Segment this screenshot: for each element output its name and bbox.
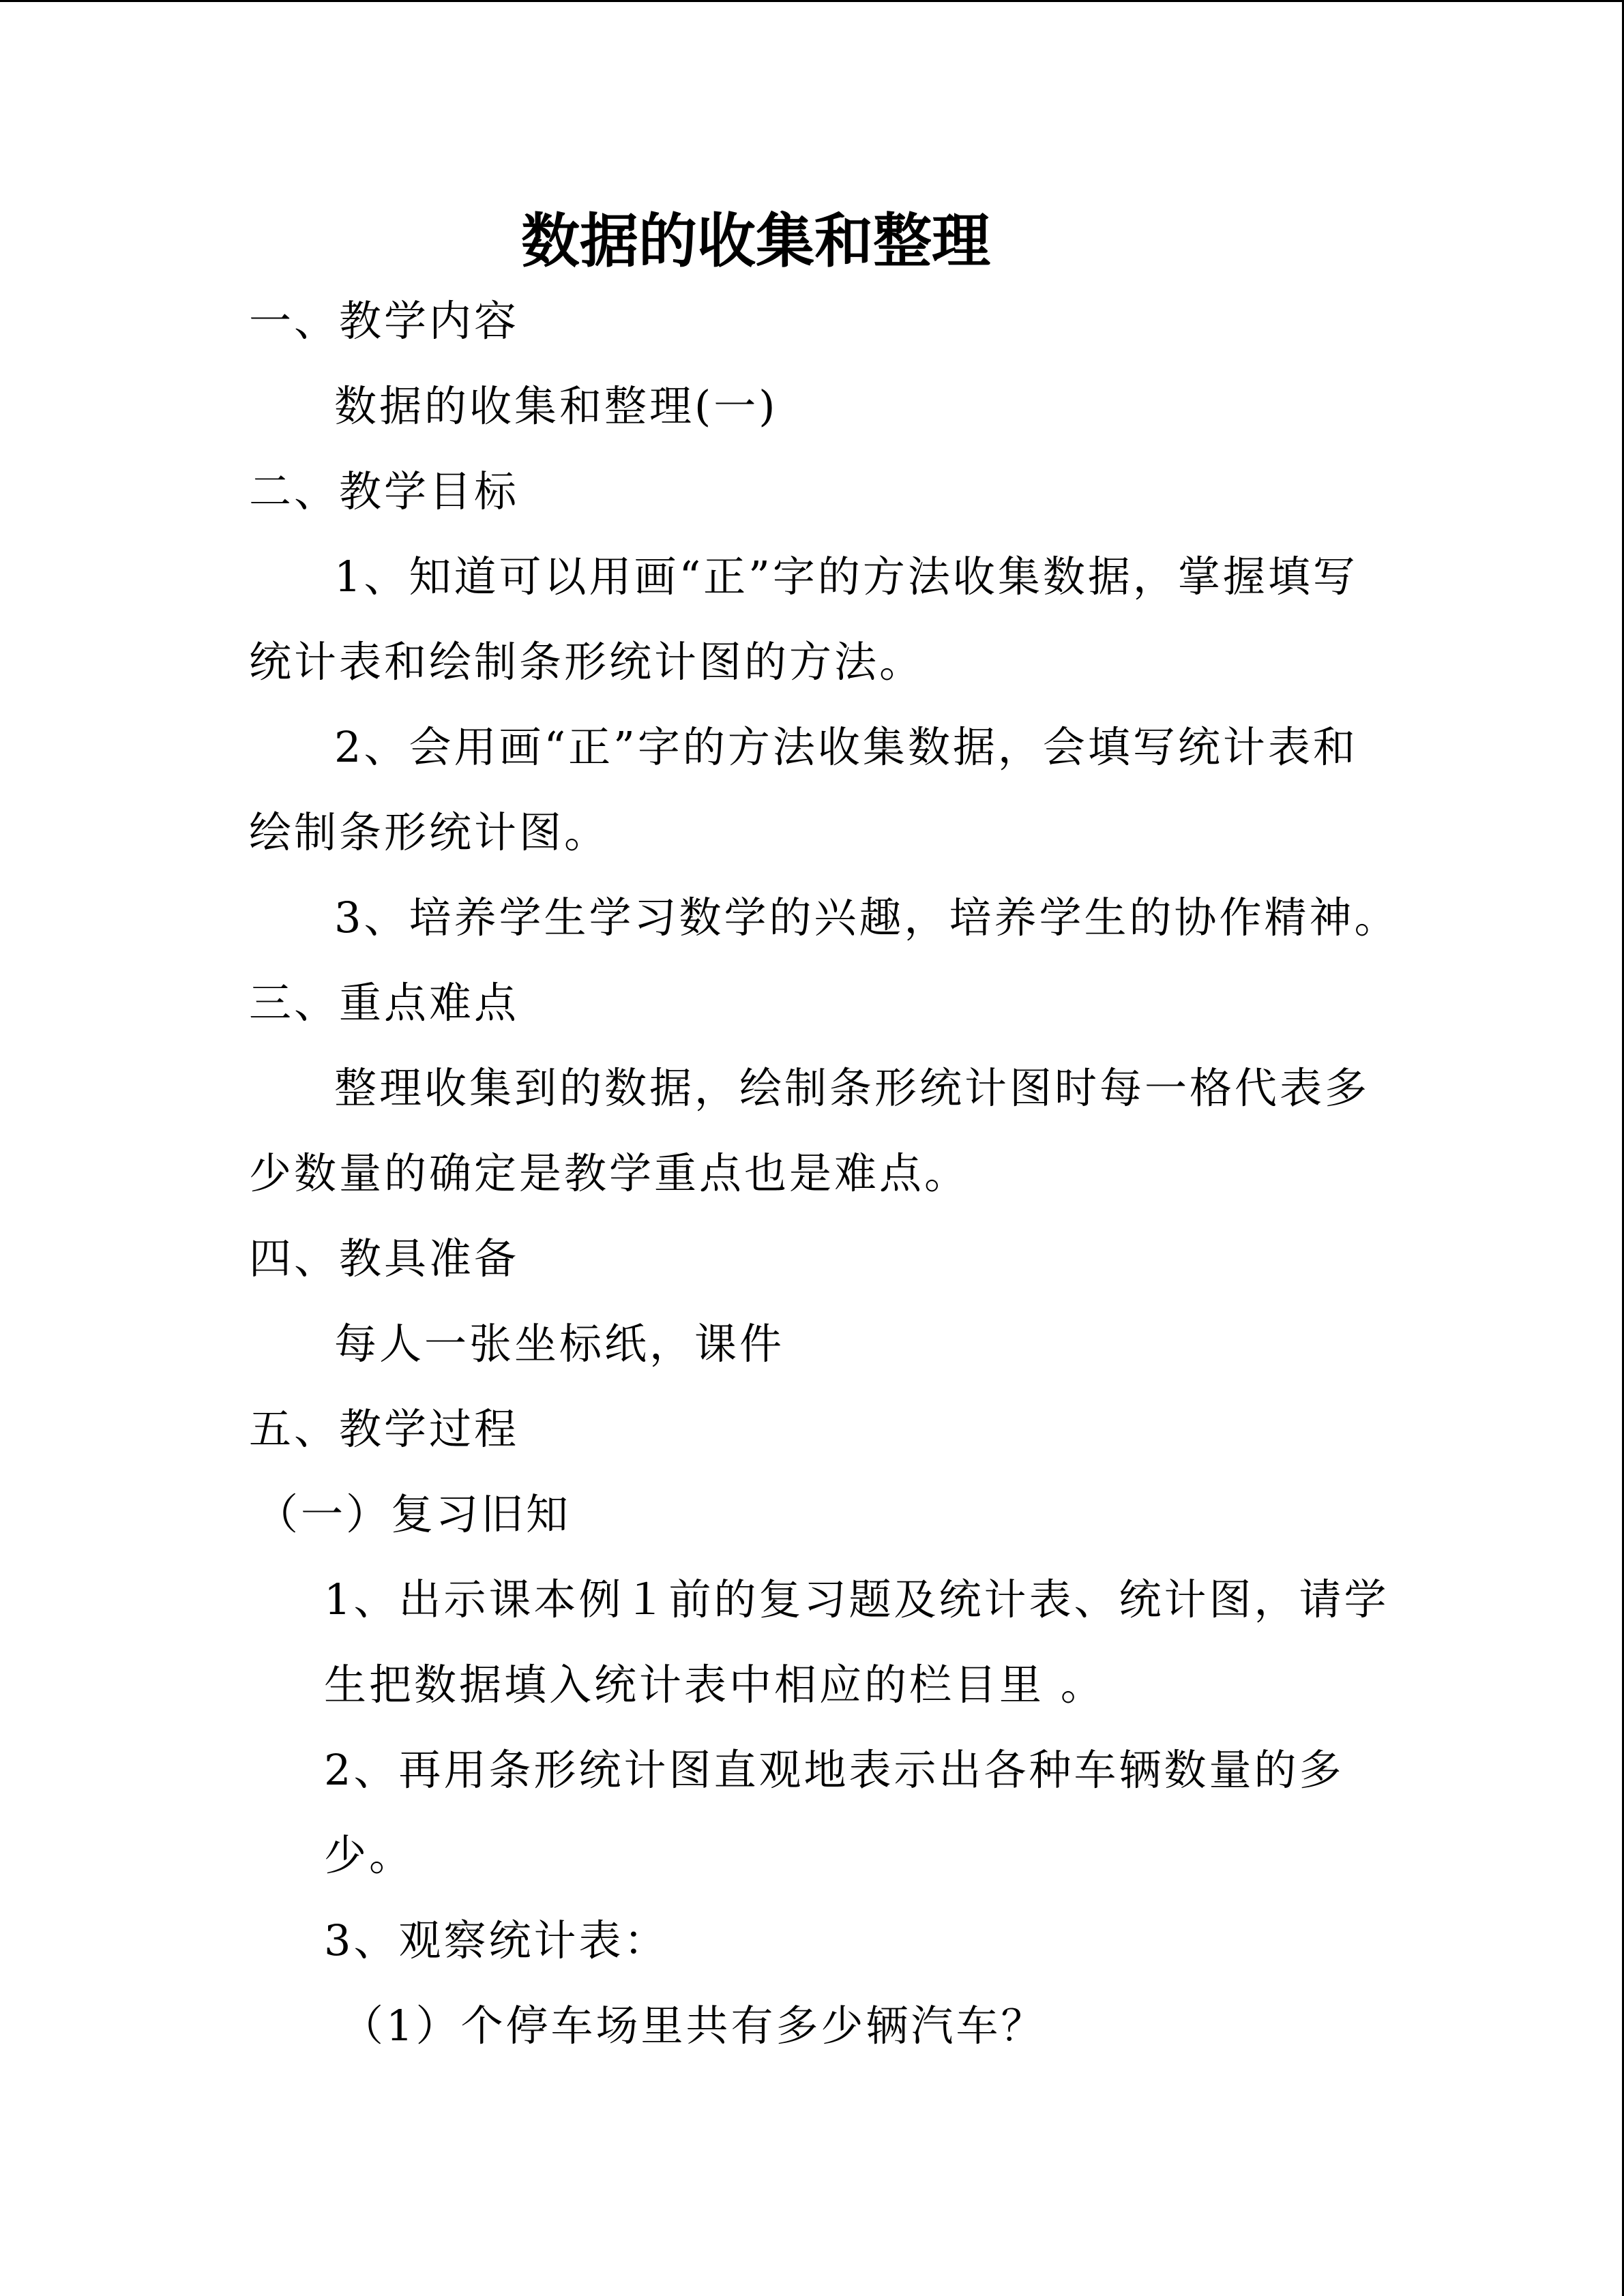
review-step-2-line-1: 2、再用条形统计图直观地表示出各种车辆数量的多 xyxy=(324,1745,1344,1795)
objective-2-line-1: 2、会用画“正”字的方法收集数据，会填写统计表和 xyxy=(334,722,1358,772)
section-heading-content: 一、教学内容 xyxy=(249,296,520,346)
section-heading-objectives: 二、教学目标 xyxy=(249,466,520,516)
section-heading-process: 五、教学过程 xyxy=(249,1404,520,1454)
subsection-heading-review: （一）复习旧知 xyxy=(256,1489,572,1539)
section-heading-materials: 四、教具准备 xyxy=(249,1234,520,1283)
document-title: 数据的收集和整理 xyxy=(521,207,990,275)
content-paragraph: 数据的收集和整理(一) xyxy=(334,381,778,431)
objective-3: 3、培养学生学习数学的兴趣，培养学生的协作精神。 xyxy=(334,893,1400,942)
review-step-3: 3、观察统计表： xyxy=(324,1915,669,1965)
objective-2-line-2: 绘制条形统计图。 xyxy=(249,807,610,857)
review-step-2-line-2: 少。 xyxy=(324,1830,415,1880)
materials-paragraph: 每人一张坐标纸，课件 xyxy=(334,1319,785,1369)
page-top-border xyxy=(0,0,1624,2)
key-points-line-2: 少数量的确定是教学重点也是难点。 xyxy=(249,1148,970,1198)
objective-1-line-2: 统计表和绘制条形统计图的方法。 xyxy=(249,637,925,687)
objective-1-line-1: 1、知道可以用画“正”字的方法收集数据，掌握填写 xyxy=(334,552,1358,601)
review-step-1-line-1: 1、出示课本例１前的复习题及统计表、统计图，请学 xyxy=(324,1575,1389,1624)
review-step-1-line-2: 生把数据填入统计表中相应的栏目里 。 xyxy=(324,1660,1106,1710)
key-points-line-1: 整理收集到的数据，绘制条形统计图时每一格代表多 xyxy=(334,1063,1370,1113)
section-heading-key-points: 三、重点难点 xyxy=(249,978,520,1028)
review-question-1: （1）个停车场里共有多少辆汽车？ xyxy=(341,2001,1046,2051)
